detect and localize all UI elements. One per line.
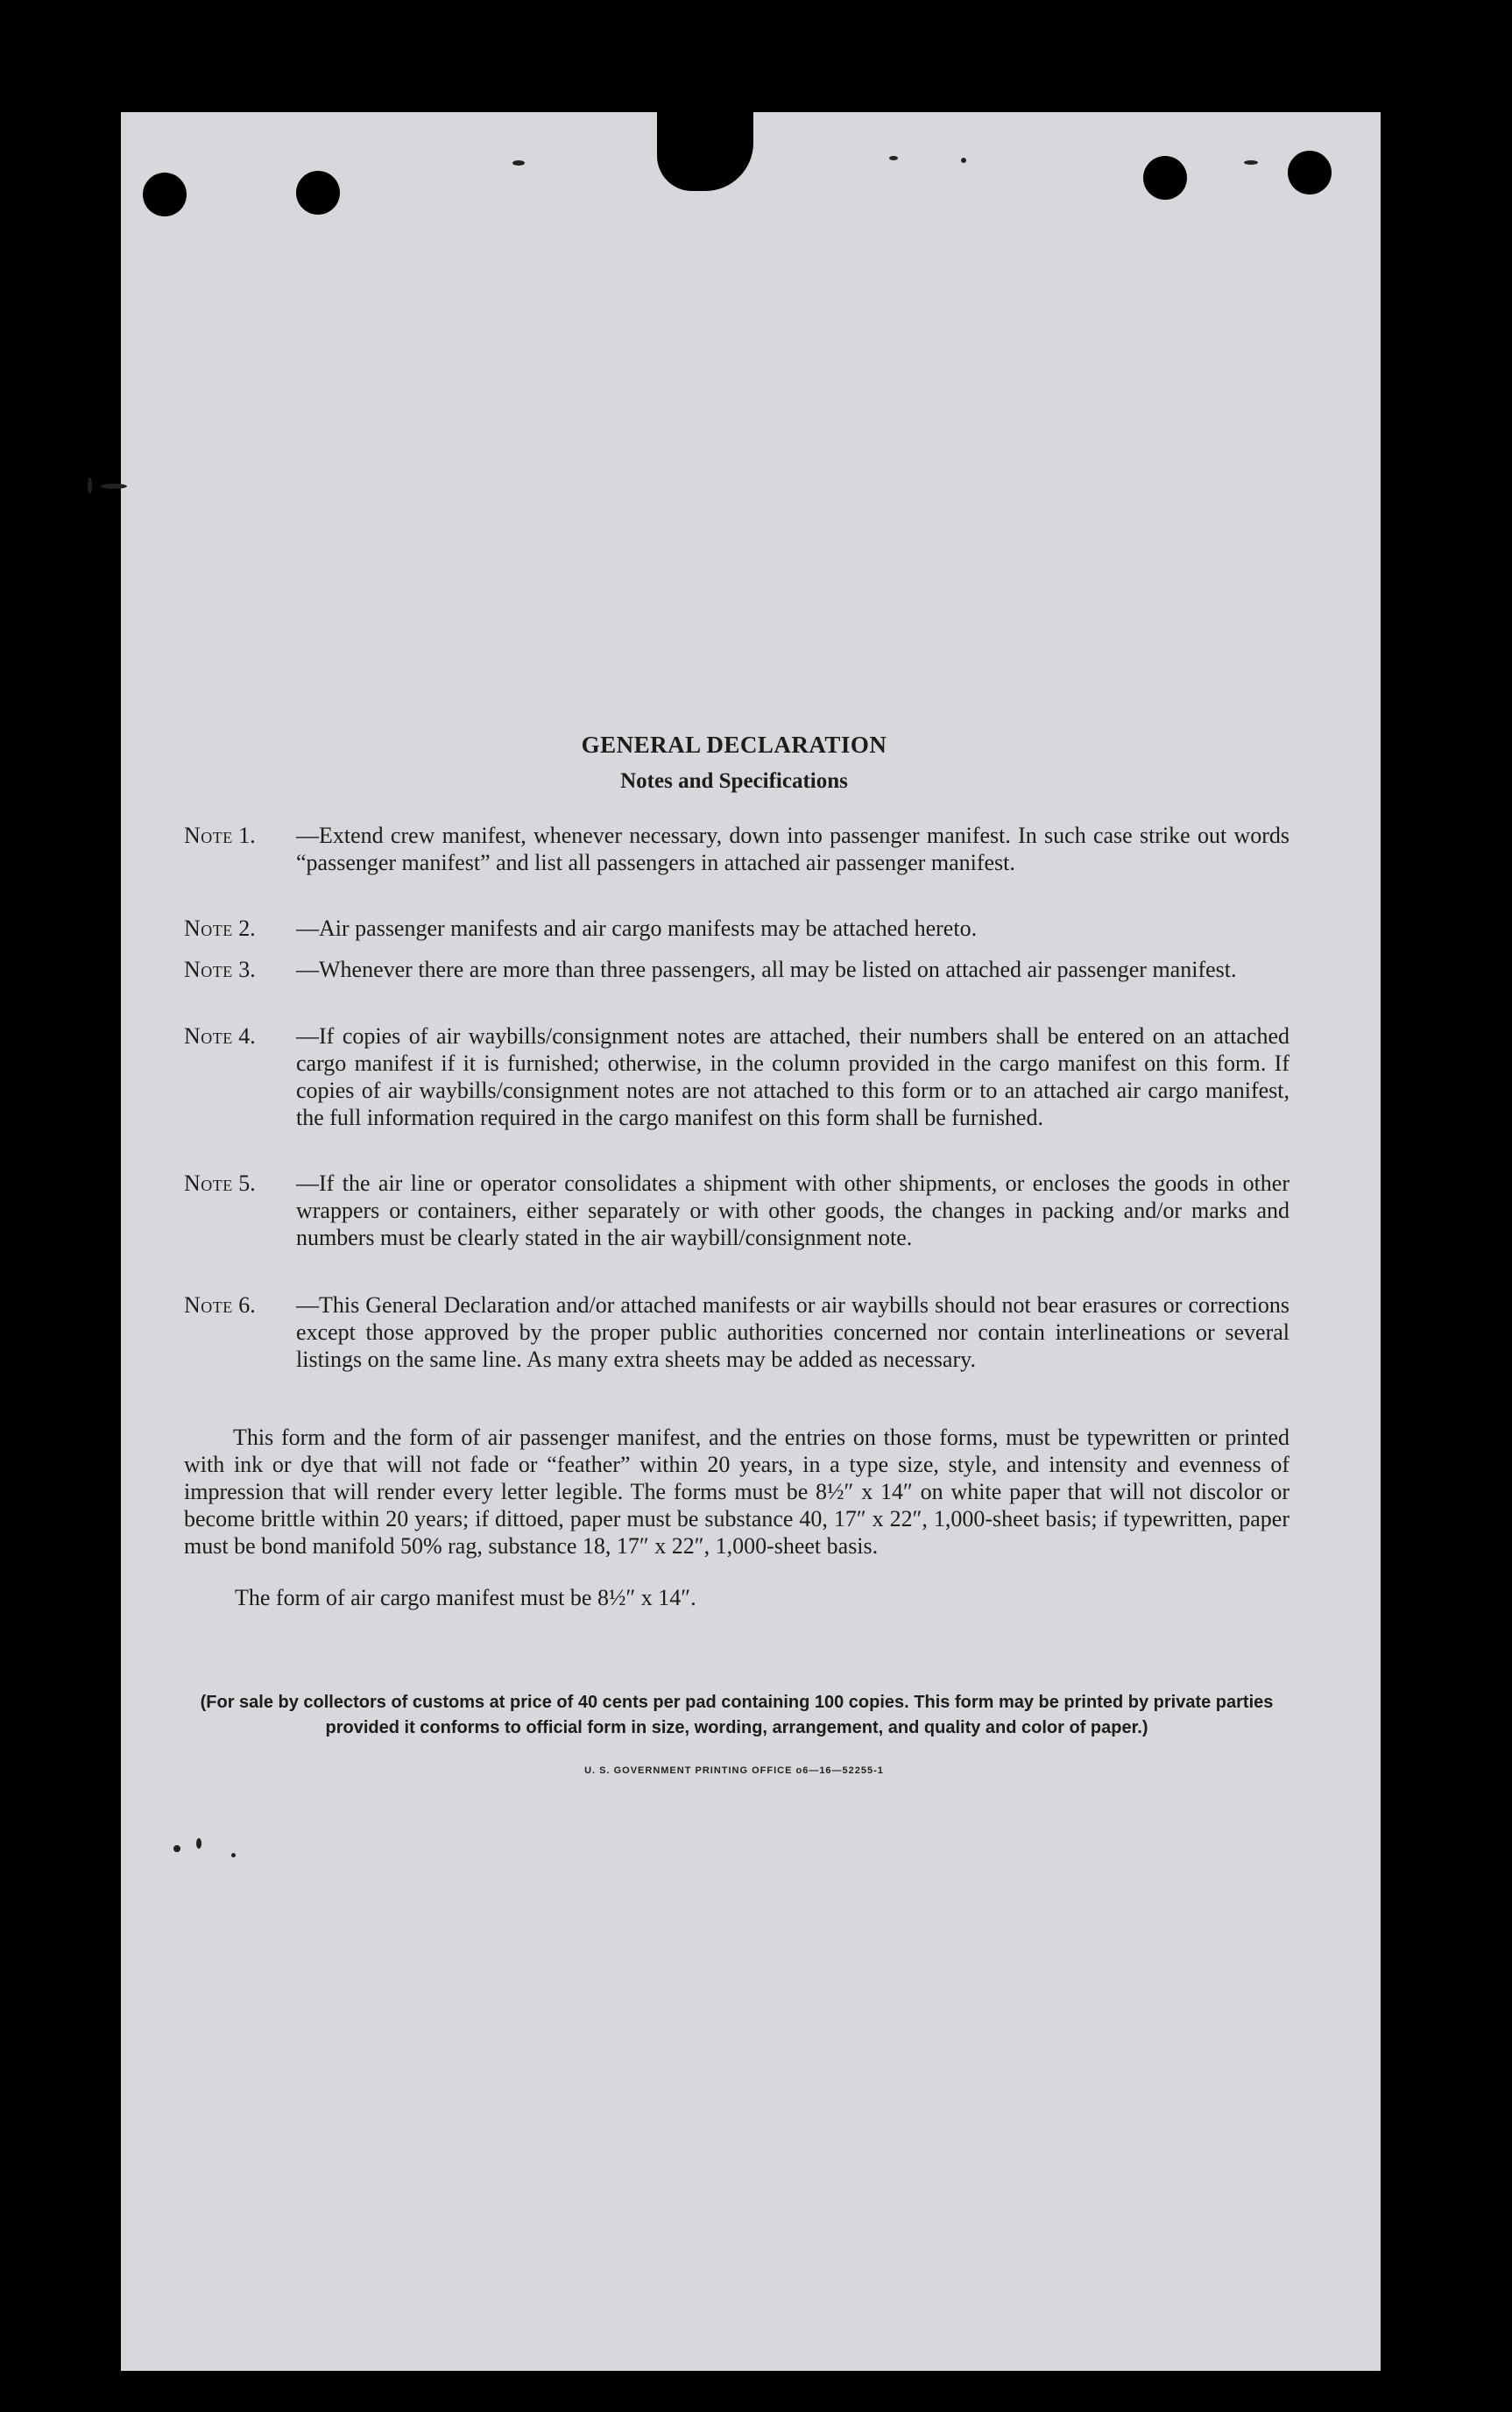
note-text: —If copies of air waybills/consignment notes are attached, their numbers shall be entered on an attached cargo manifest if it is furnished; otherwise, in the column provided in the cargo manifest on this form. If copies of air waybills/consignment notes are not attached to this form or to an attached air cargo manifest, the full information required in the cargo manifest on this form shall be furnished.	[296, 1023, 1289, 1130]
note-text: —This General Declaration and/or attached manifests or air waybills should not bear erasures or corrections except those approved by the proper public authorities concerned nor contain interlineations or several listings on the same line. As many extra sheets may be added as necessary.	[296, 1292, 1289, 1372]
note-label: Note 3.	[184, 957, 256, 982]
printer-imprint: U. S. GOVERNMENT PRINTING OFFICE o6—16—52255-1	[584, 1765, 884, 1776]
note-text: —Whenever there are more than three passengers, all may be listed on attached air passenger manifest.	[296, 957, 1237, 982]
sale-note: (For sale by collectors of customs at price of 40 cents per pad containing 100 copies. This form may be printed by private parties provided it conforms to official form in size, wording, arrangement, and quality and color of paper.)	[200, 1693, 1274, 1737]
note-label: Note 6.	[184, 1292, 256, 1318]
document-title: GENERAL DECLARATION	[581, 732, 887, 758]
note-2	[184, 915, 1289, 942]
note-1	[184, 822, 1289, 876]
note-label: Note 5.	[184, 1171, 256, 1196]
specification-paragraph: This form and the form of air passenger manifest, and the entries on those forms, must be typewritten or printed with ink or dye that will not fade or “feather” within 20 years, in a type size, style, and intensity and evenness of impression that will render every letter legible. The forms must be 8½″ x 14″ on white paper that will not discolor or become brittle within 20 years; if dittoed, paper must be substance 40, 17″ x 22″, 1,000-sheet basis; if typewritten, paper must be bond manifold 50% rag, substance 18, 17″ x 22″, 1,000-sheet basis.	[184, 1425, 1289, 1559]
note-text: —Air passenger manifests and air cargo manifests may be attached hereto.	[296, 916, 978, 941]
document-subtitle: Notes and Specifications	[620, 769, 848, 793]
note-text: —If the air line or operator consolidates a shipment with other shipments, or encloses the goods in other wrappers or containers, either separately or with other goods, the changes in packing and/or marks and numbers must be clearly stated in the air waybill/consignment note.	[296, 1171, 1289, 1250]
note-label: Note 4.	[184, 1023, 256, 1049]
note-4	[184, 1022, 1289, 1131]
note-3	[184, 956, 1289, 983]
cargo-manifest-paragraph: The form of air cargo manifest must be 8½″ x 14″.	[235, 1585, 696, 1610]
note-label: Note 1.	[184, 823, 256, 848]
note-5	[184, 1170, 1289, 1251]
note-label: Note 2.	[184, 916, 256, 941]
note-6	[184, 1291, 1289, 1373]
note-text: —Extend crew manifest, whenever necessary, down into passenger manifest. In such case strike out words “passenger manifest” and list all passengers in attached air passenger manifest.	[296, 823, 1289, 875]
